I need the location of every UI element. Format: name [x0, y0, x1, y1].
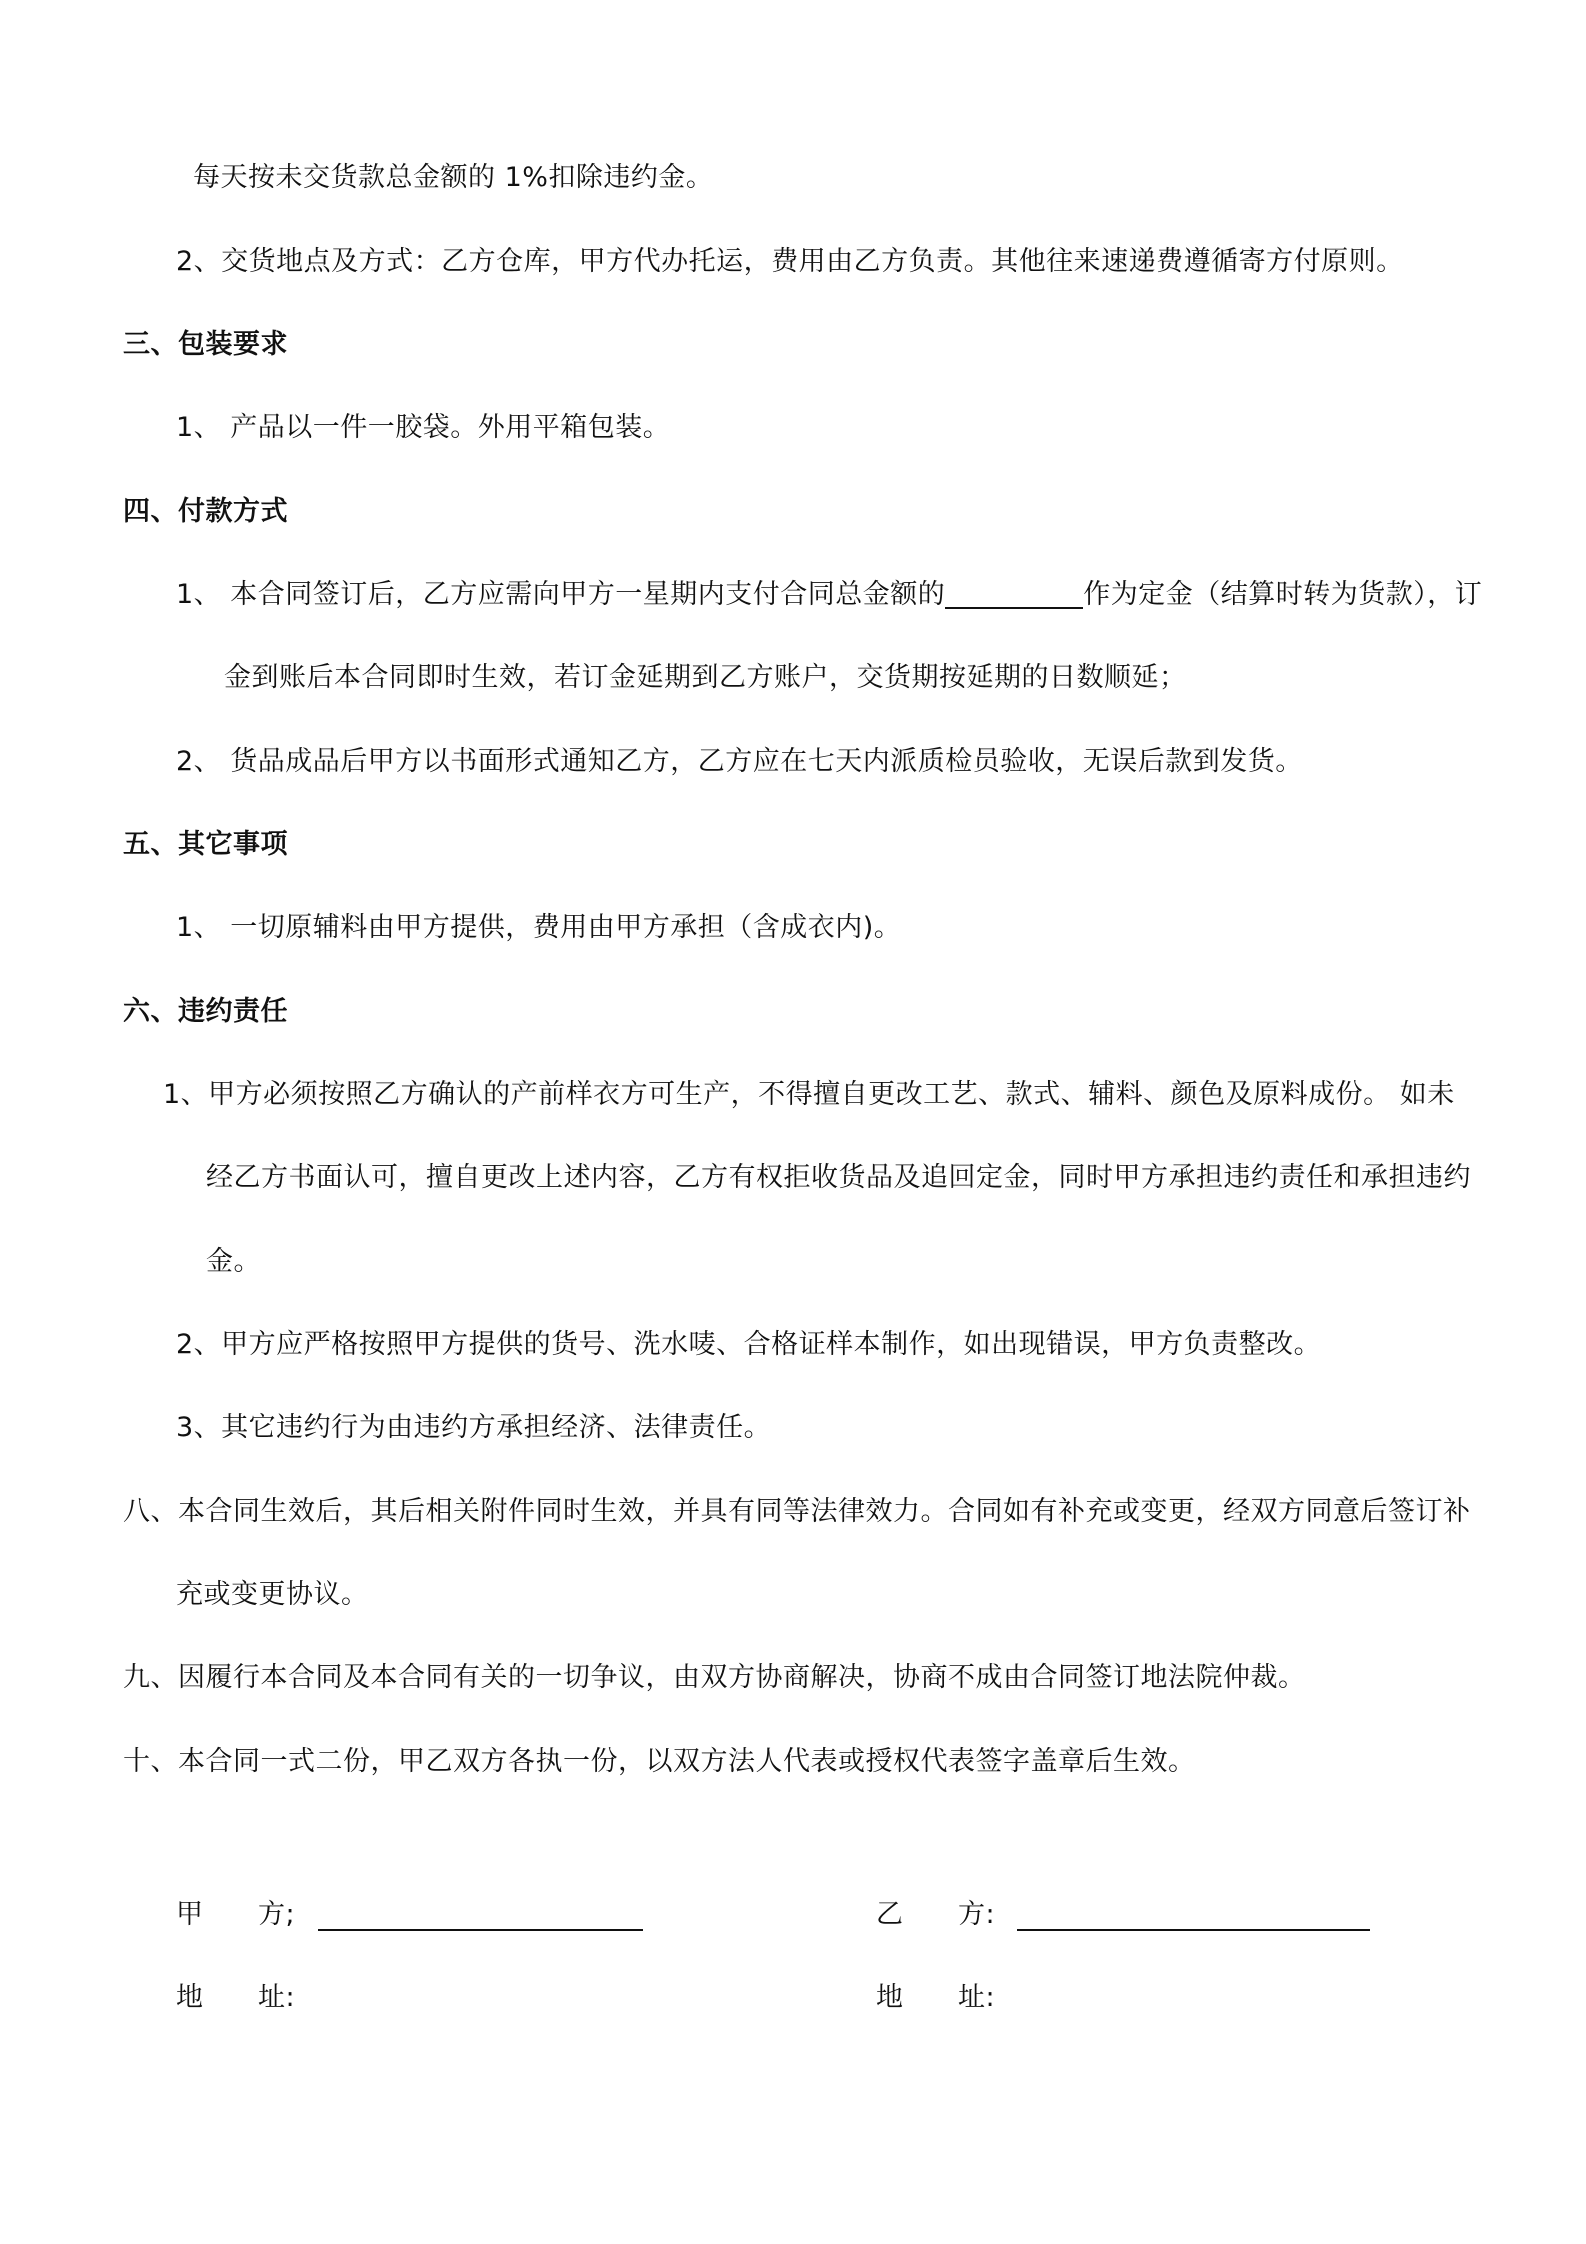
party-a-label: 甲 方;	[176, 1899, 296, 1930]
party-b-signature-line[interactable]	[1017, 1929, 1370, 1931]
payment-heading: 四、付款方式	[123, 496, 288, 527]
party-b-address-label: 地 址:	[876, 1982, 996, 2013]
payment-clause-2: 2、 货品成品后甲方以书面形式通知乙方，乙方应在七天内派质检员验收，无误后款到发货。	[176, 746, 1303, 777]
packing-clause-1: 1、 产品以一件一胶袋。外用平箱包装。	[176, 412, 671, 443]
clause-9: 九、因履行本合同及本合同有关的一切争议，由双方协商解决，协商不成由合同签订地法院仲裁。	[123, 1662, 1306, 1693]
party-a-signature-line[interactable]	[318, 1929, 643, 1931]
breach-clause-1-continuation-end: 金。	[206, 1246, 261, 1277]
other-matters-clause-1: 1、 一切原辅料由甲方提供，费用由甲方承担（含成衣内)。	[176, 912, 902, 943]
clause-10: 十、本合同一式二份，甲乙双方各执一份，以双方法人代表或授权代表签字盖章后生效。	[123, 1746, 1196, 1777]
other-matters-heading: 五、其它事项	[123, 829, 288, 860]
clause-8-continuation: 充或变更协议。	[176, 1579, 369, 1610]
deposit-amount-blank[interactable]	[945, 577, 1083, 609]
delivery-clause-continuation: 每天按未交货款总金额的 1%扣除违约金。	[193, 162, 714, 193]
delivery-clause-2: 2、交货地点及方式：乙方仓库，甲方代办托运，费用由乙方负责。其他往来速递费遵循寄方付原则。	[176, 246, 1404, 277]
payment-clause-1-text-after: 作为定金（结算时转为货款），订	[1083, 579, 1483, 610]
breach-clause-1: 1、甲方必须按照乙方确认的产前样衣方可生产，不得擅自更改工艺、款式、辅料、颜色及原料成份。 如未	[163, 1079, 1455, 1110]
payment-clause-1	[176, 575, 1482, 615]
payment-clause-1-continuation: 金到账后本合同即时生效，若订金延期到乙方账户，交货期按延期的日数顺延；	[224, 662, 1187, 693]
clause-8: 八、本合同生效后，其后相关附件同时生效，并具有同等法律效力。合同如有补充或变更，经双方同意后签订补	[123, 1496, 1471, 1527]
party-b-label: 乙 方:	[876, 1899, 996, 1930]
breach-heading: 六、违约责任	[123, 996, 288, 1027]
breach-clause-1-continuation: 经乙方书面认可，擅自更改上述内容，乙方有权拒收货品及追回定金，同时甲方承担违约责任和承担违约	[206, 1162, 1471, 1193]
breach-clause-2: 2、甲方应严格按照甲方提供的货号、洗水唛、合格证样本制作，如出现错误，甲方负责整改。	[176, 1329, 1322, 1360]
packing-heading: 三、包装要求	[123, 329, 288, 360]
breach-clause-3: 3、其它违约行为由违约方承担经济、法律责任。	[176, 1412, 772, 1443]
party-a-address-label: 地 址:	[176, 1982, 296, 2013]
payment-clause-1-text-before: 1、 本合同签订后，乙方应需向甲方一星期内支付合同总金额的	[176, 579, 946, 610]
